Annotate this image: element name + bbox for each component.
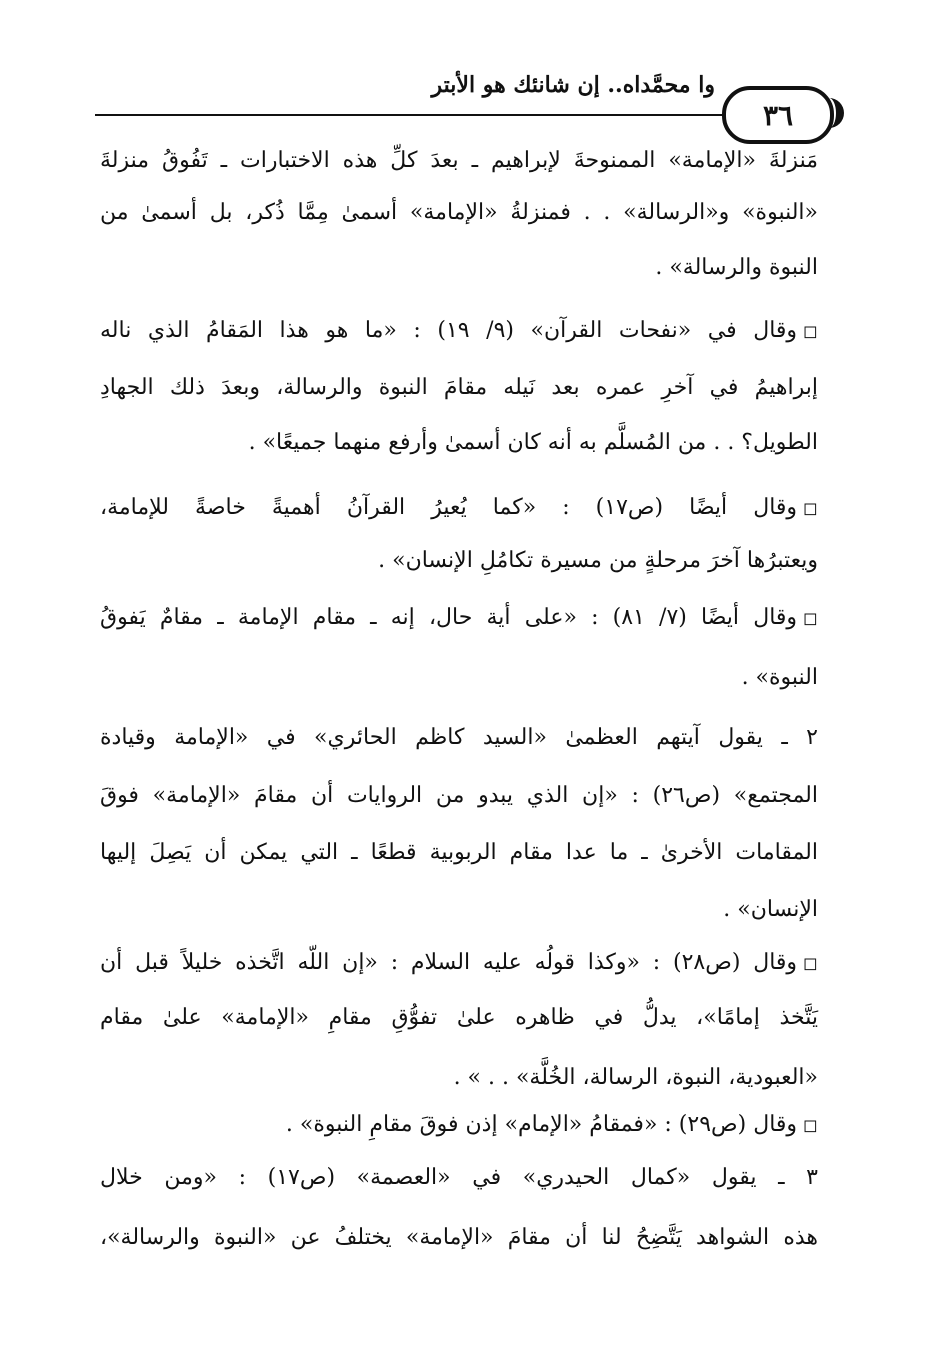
line-text: إبراهيمُ في آخرِ عمره بعد نَيله مقامَ النبوة والرسالة، وبعدَ ذلك الجهادِ: [100, 375, 818, 400]
text-line: [100, 495, 818, 520]
checkbox-marker-icon: ◻: [803, 608, 818, 629]
text-line: [100, 430, 818, 455]
text-line: [100, 148, 818, 173]
text-line: [100, 1065, 818, 1090]
text-line: [100, 548, 818, 573]
text-line: [100, 897, 818, 922]
line-text: النبوة» .: [741, 665, 818, 690]
line-text: الإنسان» .: [723, 897, 818, 922]
checkbox-marker-icon: ◻: [803, 321, 818, 342]
page-number: ٣٦: [722, 86, 834, 144]
text-line: [100, 318, 818, 343]
line-text: وقال في «نفحات القرآن» (٩/ ١٩) : «ما هو هذا المَقامُ الذي ناله: [100, 318, 798, 343]
checkbox-marker-icon: ◻: [803, 1115, 818, 1136]
running-header-title: وا محمَّداه.. إن شانئك هو الأبتر: [431, 72, 715, 98]
line-text: المجتمع» (ص٢٦) : «إن الذي يبدو من الروايات أن مقامَ «الإمامة» فوقَ: [100, 783, 818, 808]
checkbox-marker-icon: ◻: [803, 498, 818, 519]
text-line: [100, 950, 818, 975]
text-line: [100, 783, 818, 808]
text-line: [100, 665, 818, 690]
line-text: المقامات الأخرىٰ ـ ما عدا مقام الربوبية قطعًا ـ التي يمكن أن يَصِلَ إليها: [100, 840, 818, 865]
line-text: النبوة والرسالة» .: [655, 255, 818, 280]
text-line: [100, 725, 818, 750]
line-text: وقال (ص٢٨) : «وكذا قولُه عليه السلام : «إن اللّه اتَّخذه خليلاً قبل أن: [100, 950, 798, 975]
text-line: [100, 1225, 818, 1250]
text-line: [100, 840, 818, 865]
line-text: ٢ ـ يقول آيتهم العظمىٰ «السيد كاظم الحائري» في «الإمامة وقيادة: [100, 725, 818, 750]
line-text: الطويل؟ . . من المُسلَّم به أنه كان أسمىٰ وأرفع منهما جميعًا» .: [248, 430, 818, 455]
header-rule: [95, 114, 815, 116]
checkbox-marker-icon: ◻: [803, 953, 818, 974]
line-text: «النبوة» و«الرسالة» . . فمنزلةُ «الإمامة» أسمىٰ مِمَّا ذُكر، بل أسمىٰ من: [100, 200, 818, 225]
text-line: [100, 255, 818, 280]
text-line: [100, 605, 818, 630]
line-text: وقال أيضًا (٧/ ٨١) : «على أية حال، إنه ـ مقام الإمامة ـ مقامٌ يَفوقُ: [100, 605, 798, 630]
text-line: [100, 1165, 818, 1190]
line-text: يَتَّخذ إمامًا»، يدلُّ في ظاهره علىٰ تفوُّقِ مقامِ «الإمامة» علىٰ مقام: [100, 1005, 818, 1030]
text-line: [100, 200, 818, 225]
line-text: «العبودية، النبوة، الرسالة، الخُلَّة» . . » .: [453, 1065, 818, 1090]
line-text: ويعتبرُها آخرَ مرحلةٍ من مسيرة تكامُلِ الإنسان» .: [378, 548, 818, 573]
line-text: ٣ ـ يقول «كمال الحيدري» في «العصمة» (ص١٧) : «ومن خلال: [100, 1165, 818, 1190]
line-text: وقال أيضًا (ص١٧) : «كما يُعيرُ القرآنُ أهميةً خاصةً للإمامة،: [100, 495, 798, 520]
text-line: [100, 1005, 818, 1030]
line-text: مَنزلةَ «الإمامة» الممنوحةَ لإبراهيم ـ بعدَ كلِّ هذه الاختبارات ـ تَفُوقُ منزلةَ: [100, 148, 818, 173]
line-text: هذه الشواهد يَتَّضِحُ لنا أن مقامَ «الإمامة» يختلفُ عن «النبوة والرسالة»،: [100, 1225, 818, 1250]
text-line: [100, 1112, 818, 1137]
text-line: [100, 375, 818, 400]
line-text: وقال (ص٢٩) : «فمقامُ «الإمام» إذن فوقَ مقامِ النبوة» .: [285, 1112, 798, 1137]
